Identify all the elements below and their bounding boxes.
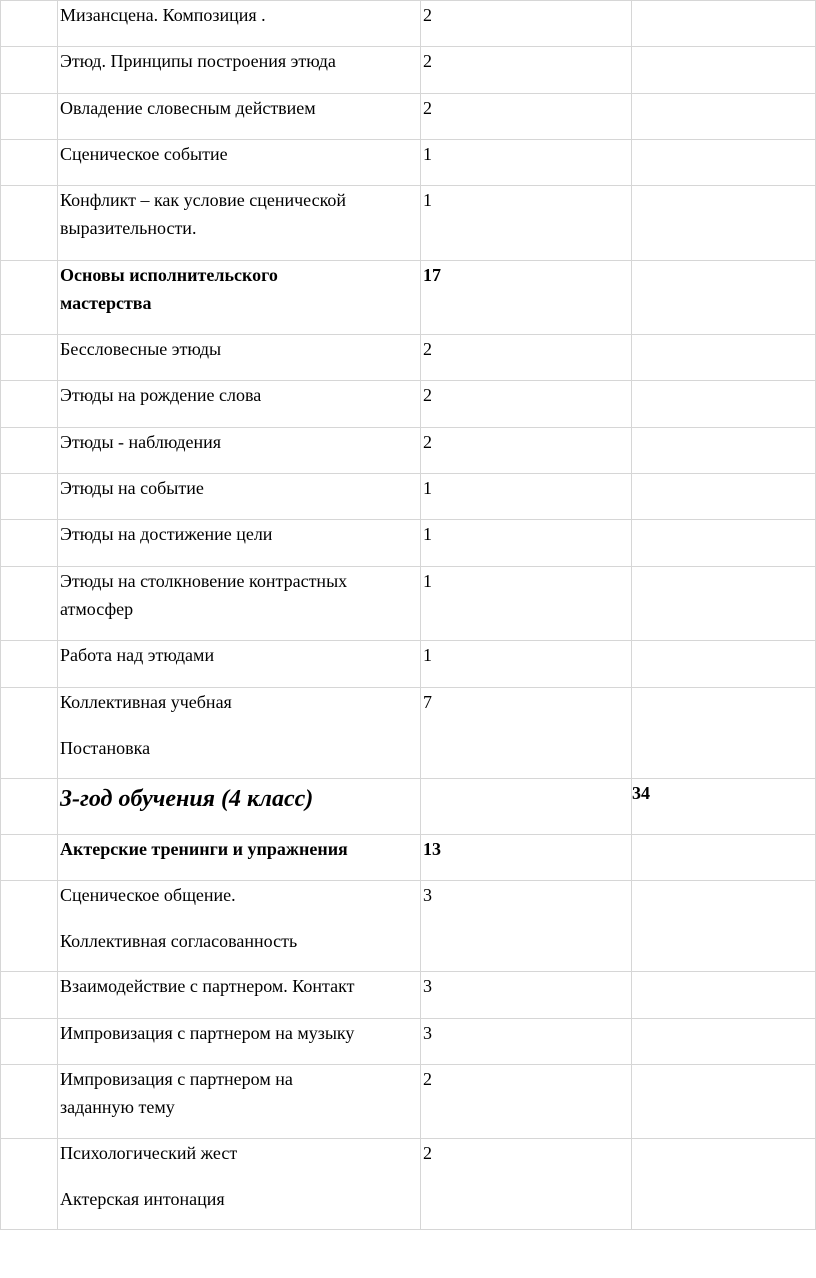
empty-cell — [632, 186, 816, 261]
empty-cell — [632, 972, 816, 1019]
topic-cell — [58, 567, 421, 641]
hours-value: 1 — [423, 144, 432, 164]
empty-cell — [1, 1065, 58, 1139]
section-hours-value: 13 — [423, 839, 441, 859]
hours-value: 1 — [423, 524, 432, 544]
empty-cell — [1, 688, 58, 779]
table-row — [1, 1, 816, 47]
topic-cell — [58, 94, 421, 140]
empty-cell — [1, 881, 58, 972]
topic-cell — [58, 428, 421, 474]
hours-value: 3 — [423, 885, 432, 905]
topic-cell — [58, 474, 421, 520]
topic-cell — [58, 1065, 421, 1139]
year-heading-cell — [58, 779, 421, 835]
topic-cell — [58, 972, 421, 1019]
topic-title: Этюд. Принципы построения этюда — [60, 51, 336, 71]
topic-cell — [58, 1019, 421, 1065]
topic-title-line: Импровизация с партнером на — [60, 1069, 293, 1089]
hours-value: 1 — [423, 190, 432, 210]
table-row — [1, 641, 816, 688]
empty-cell — [632, 1019, 816, 1065]
table-row — [1, 1019, 816, 1065]
topic-cell — [58, 881, 421, 972]
empty-cell — [1, 835, 58, 881]
topic-cell — [58, 641, 421, 688]
section-row — [1, 835, 816, 881]
hours-value: 2 — [423, 385, 432, 405]
section-hours-cell — [421, 261, 632, 335]
hours-cell — [421, 1065, 632, 1139]
empty-cell — [1, 94, 58, 140]
topic-title: Овладение словесным действием — [60, 98, 316, 118]
hours-value: 2 — [423, 5, 432, 25]
topic-title: Сценическое событие — [60, 144, 228, 164]
hours-value: 2 — [423, 98, 432, 118]
hours-value: 2 — [423, 1069, 432, 1089]
topic-title-line: Актерская интонация — [60, 1189, 225, 1209]
empty-cell — [1, 1019, 58, 1065]
hours-value: 3 — [423, 1023, 432, 1043]
topic-title: Бессловесные этюды — [60, 339, 222, 359]
topic-title-line: Коллективная согласованность — [60, 931, 298, 951]
hours-value: 2 — [423, 339, 432, 359]
year-total-cell — [632, 779, 816, 835]
hours-value: 7 — [423, 692, 432, 712]
empty-cell — [1, 1, 58, 47]
table-row — [1, 428, 816, 474]
topic-title-line: заданную тему — [60, 1097, 175, 1117]
empty-cell — [632, 567, 816, 641]
hours-cell — [421, 1019, 632, 1065]
topic-cell — [58, 1139, 421, 1230]
section-hours-value: 17 — [423, 265, 441, 285]
empty-cell — [632, 881, 816, 972]
hours-cell — [421, 641, 632, 688]
topic-title-line: атмосфер — [60, 599, 134, 619]
hours-value: 2 — [423, 51, 432, 71]
table-row — [1, 186, 816, 261]
table-row — [1, 520, 816, 567]
empty-cell — [1, 186, 58, 261]
empty-cell — [632, 140, 816, 186]
topic-cell — [58, 381, 421, 428]
empty-cell — [421, 779, 632, 835]
table-row — [1, 474, 816, 520]
topic-title: Взаимодействие с партнером. Контакт — [60, 976, 355, 996]
topic-title-line: выразительности. — [60, 218, 197, 238]
topic-cell — [58, 1, 421, 47]
hours-cell — [421, 428, 632, 474]
empty-cell — [632, 688, 816, 779]
hours-cell — [421, 474, 632, 520]
topic-title: Работа над этюдами — [60, 645, 215, 665]
table-row — [1, 881, 816, 972]
hours-cell — [421, 381, 632, 428]
section-title-cell — [58, 835, 421, 881]
empty-cell — [1, 428, 58, 474]
hours-cell — [421, 1139, 632, 1230]
section-title-line: мастерства — [60, 293, 152, 313]
section-title-line: Основы исполнительского — [60, 265, 278, 285]
table-row — [1, 140, 816, 186]
hours-cell — [421, 688, 632, 779]
empty-cell — [632, 520, 816, 567]
table-row — [1, 1065, 816, 1139]
topic-title: Этюды на достижение цели — [60, 524, 273, 544]
empty-cell — [1, 1139, 58, 1230]
hours-value: 2 — [423, 1143, 432, 1163]
topic-cell — [58, 186, 421, 261]
empty-cell — [632, 381, 816, 428]
topic-title: Этюды на событие — [60, 478, 204, 498]
empty-cell — [632, 1139, 816, 1230]
topic-title-line: Конфликт – как условие сценической — [60, 190, 347, 210]
year-heading: 3-год обучения (4 класс) — [60, 786, 314, 812]
section-title: Актерские тренинги и упражнения — [60, 839, 348, 859]
section-row — [1, 261, 816, 335]
topic-title: Этюды на рождение слова — [60, 385, 262, 405]
section-hours-cell — [421, 835, 632, 881]
topic-title: Импровизация с партнером на музыку — [60, 1023, 355, 1043]
table-row — [1, 381, 816, 428]
table-row — [1, 94, 816, 140]
hours-value: 3 — [423, 976, 432, 996]
empty-cell — [632, 1065, 816, 1139]
hours-cell — [421, 881, 632, 972]
empty-cell — [632, 835, 816, 881]
empty-cell — [1, 520, 58, 567]
year-heading-row — [1, 779, 816, 835]
table-row — [1, 972, 816, 1019]
empty-cell — [632, 47, 816, 94]
topic-title-line: Коллективная учебная — [60, 692, 232, 712]
topic-title-line: Постановка — [60, 738, 151, 758]
empty-cell — [632, 94, 816, 140]
empty-cell — [1, 779, 58, 835]
table-row — [1, 1139, 816, 1230]
topic-title-line: Психологический жест — [60, 1143, 238, 1163]
hours-cell — [421, 520, 632, 567]
empty-cell — [632, 641, 816, 688]
empty-cell — [1, 47, 58, 94]
empty-cell — [1, 261, 58, 335]
topic-title-line: Этюды на столкновение контрастных — [60, 571, 348, 591]
empty-cell — [1, 567, 58, 641]
table-row — [1, 688, 816, 779]
empty-cell — [632, 1, 816, 47]
hours-cell — [421, 140, 632, 186]
year-total-hours: 34 — [632, 783, 650, 803]
empty-cell — [632, 428, 816, 474]
hours-cell — [421, 186, 632, 261]
hours-cell — [421, 567, 632, 641]
empty-cell — [1, 381, 58, 428]
topic-title: Этюды - наблюдения — [60, 432, 222, 452]
table-row — [1, 47, 816, 94]
empty-cell — [632, 474, 816, 520]
topic-cell — [58, 47, 421, 94]
empty-cell — [1, 474, 58, 520]
topic-cell — [58, 335, 421, 381]
hours-value: 1 — [423, 645, 432, 665]
hours-cell — [421, 94, 632, 140]
hours-value: 1 — [423, 478, 432, 498]
topic-cell — [58, 140, 421, 186]
empty-cell — [1, 140, 58, 186]
topic-cell — [58, 520, 421, 567]
empty-cell — [632, 261, 816, 335]
hours-cell — [421, 335, 632, 381]
hours-value: 2 — [423, 432, 432, 452]
hours-cell — [421, 47, 632, 94]
hours-cell — [421, 1, 632, 47]
section-title-cell — [58, 261, 421, 335]
topic-cell — [58, 688, 421, 779]
empty-cell — [1, 641, 58, 688]
empty-cell — [632, 335, 816, 381]
topic-title-line: Сценическое общение. — [60, 885, 236, 905]
hours-value: 1 — [423, 571, 432, 591]
empty-cell — [1, 335, 58, 381]
topic-title: Мизансцена. Композиция . — [60, 5, 266, 25]
hours-cell — [421, 972, 632, 1019]
table-row — [1, 567, 816, 641]
table-row — [1, 335, 816, 381]
empty-cell — [1, 972, 58, 1019]
